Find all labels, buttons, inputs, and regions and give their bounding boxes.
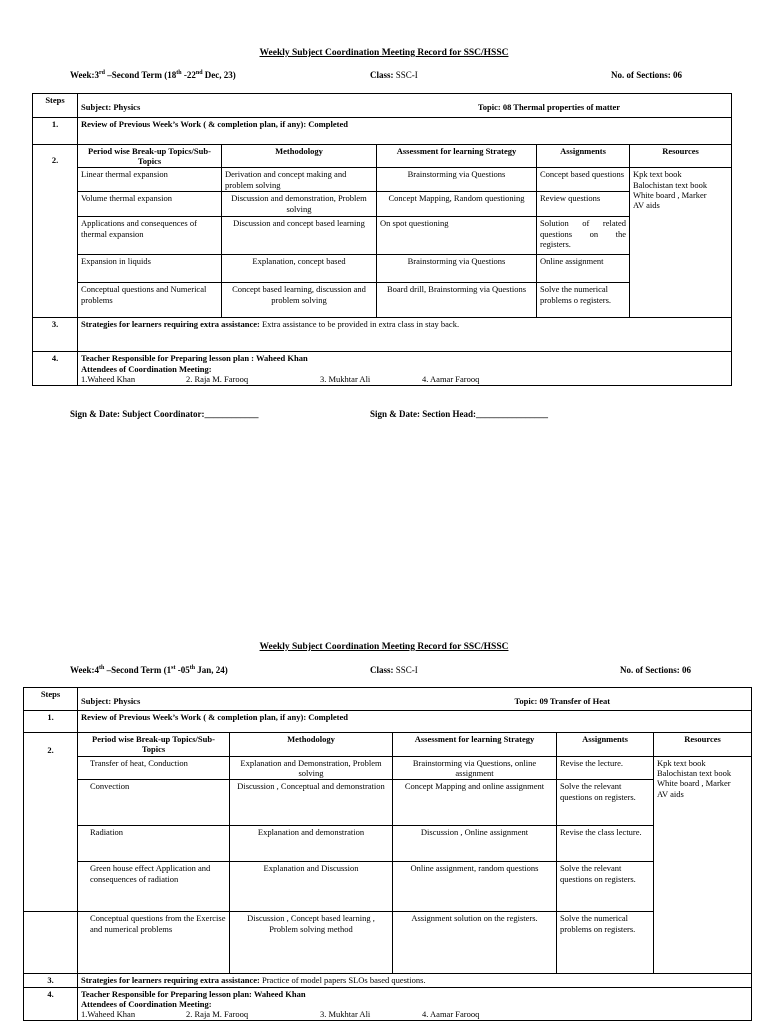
table-row	[24, 780, 752, 826]
topic-cell: Expansion in liquids	[78, 255, 222, 283]
week-info: Week:4th –Second Term (1st -05th Jan, 24)	[70, 665, 228, 675]
table-row	[33, 192, 732, 217]
assignment-cell: Solve the numerical problems o registers.	[537, 283, 630, 318]
resources-cell: Kpk text book Balochistan text book White board , Marker AV aids	[630, 168, 732, 318]
table-row	[33, 217, 732, 255]
assessment-cell: Board drill, Brainstorming via Questions	[377, 283, 537, 318]
topic-cell: Convection	[78, 780, 230, 826]
assessment-cell: Concept Mapping and online assignment	[393, 780, 557, 826]
subject-topic-row	[78, 94, 732, 118]
assessment-cell: Online assignment, random questions	[393, 862, 557, 912]
steps-header: Steps	[33, 94, 78, 118]
attendees-list: 1.Waheed Khan 2. Raja M. Farooq 3. Mukhtar Ali 4. Aamar Farooq	[81, 373, 480, 384]
assessment-cell: Assignment solution on the registers.	[393, 912, 557, 974]
class-info: Class: SSC-I	[370, 665, 418, 675]
topic-cell: Transfer of heat, Conduction	[78, 757, 230, 780]
step-number: 3.	[24, 974, 78, 987]
method-cell: Concept based learning, discussion and problem solving	[222, 283, 377, 318]
table-row	[33, 283, 732, 318]
topic-label: Topic: 09 Transfer of Heat	[514, 696, 611, 706]
topic-cell: Green house effect Application and consequences of radiation	[78, 862, 230, 912]
sections-info: No. of Sections: 06	[611, 70, 682, 80]
subject-label: Subject: Physics	[81, 696, 141, 706]
step-number: 1.	[33, 118, 78, 145]
col-header: Period wise Break-up Topics/Sub-Topics	[78, 733, 230, 757]
topic-cell: Applications and consequences of thermal expansion	[78, 217, 222, 255]
record-title: Weekly Subject Coordination Meeting Record for SSC/HSSC	[259, 48, 509, 58]
assessment-cell: Brainstorming via Questions	[377, 168, 537, 192]
assessment-cell: Brainstorming via Questions, online assignment	[393, 757, 557, 780]
strategies-row: Strategies for learners requiring extra assistance: Practice of model papers SLOs based questions.	[78, 974, 752, 987]
assignment-cell: Revise the lecture.	[557, 757, 654, 780]
record-title: Weekly Subject Coordination Meeting Record for SSC/HSSC	[259, 642, 509, 652]
assessment-cell: Brainstorming via Questions	[377, 255, 537, 283]
topic-label: Topic: 08 Thermal properties of matter	[477, 102, 621, 112]
method-cell: Explanation and demonstration	[230, 826, 393, 862]
method-cell: Discussion , Concept based learning , Problem solving method	[230, 912, 393, 974]
teacher-row: Teacher Responsible for Preparing lesson plan: Waheed Khan Attendees of Coordination Meeting: 1.Waheed Khan 2. Raja M. Farooq 3. Mukhtar Ali 4. Aamar Farooq	[78, 987, 752, 1021]
method-cell: Discussion and demonstration, Problem solving	[222, 192, 377, 217]
table-row	[24, 912, 752, 974]
table-row	[24, 757, 752, 780]
sign-section-head: Sign & Date: Section Head:________________	[370, 409, 548, 419]
table-row	[33, 168, 732, 192]
col-header: Resources	[654, 733, 752, 757]
steps-header: Steps	[24, 688, 78, 711]
method-cell: Discussion and concept based learning	[222, 217, 377, 255]
col-header: Assessment for learning Strategy	[377, 145, 537, 168]
subject-label: Subject: Physics	[81, 102, 141, 112]
assignment-cell: Review questions	[537, 192, 630, 217]
col-header: Period wise Break-up Topics/Sub-Topics	[78, 145, 222, 168]
assignment-cell: Solve the relevant questions on registers.	[557, 780, 654, 826]
topic-cell: Conceptual questions and Numerical problems	[78, 283, 222, 318]
assignment-cell: Revise the class lecture.	[557, 826, 654, 862]
step-number: 2.	[24, 733, 78, 912]
class-info: Class: SSC-I	[370, 70, 418, 80]
step-number: 3.	[33, 318, 78, 352]
coordination-table	[32, 93, 732, 386]
topic-cell: Conceptual questions from the Exercise and numerical problems	[78, 912, 230, 974]
col-header: Methodology	[230, 733, 393, 757]
review-text: Review of Previous Week’s Work ( & completion plan, if any): Completed	[78, 118, 732, 145]
step-number: 4.	[33, 352, 78, 386]
topic-cell: Linear thermal expansion	[78, 168, 222, 192]
sign-subject-coordinator: Sign & Date: Subject Coordinator:____________	[70, 409, 259, 419]
col-header: Assessment for learning Strategy	[393, 733, 557, 757]
teacher-row: Teacher Responsible for Preparing lesson plan : Waheed Khan Attendees of Coordination Meeting: 1.Waheed Khan 2. Raja M. Farooq 3. Mukhtar Ali 4. Aamar Farooq	[78, 352, 732, 386]
assignment-cell: Online assignment	[537, 255, 630, 283]
attendees-list: 1.Waheed Khan 2. Raja M. Farooq 3. Mukhtar Ali 4. Aamar Farooq	[81, 1008, 480, 1019]
assessment-cell: Discussion , Online assignment	[393, 826, 557, 862]
topic-cell: Radiation	[78, 826, 230, 862]
assignment-cell: Concept based questions	[537, 168, 630, 192]
method-cell: Explanation and Discussion	[230, 862, 393, 912]
step-number: 4.	[24, 987, 78, 1021]
step-number: 1.	[24, 711, 78, 733]
assignment-cell: Solution of related questions on the registers.	[537, 217, 630, 255]
strategies-row: Strategies for learners requiring extra assistance: Extra assistance to be provided in extra class in stay back.	[78, 318, 732, 352]
col-header: Resources	[630, 145, 732, 168]
method-cell: Explanation, concept based	[222, 255, 377, 283]
topic-cell: Volume thermal expansion	[78, 192, 222, 217]
table-row	[24, 826, 752, 862]
col-header: Methodology	[222, 145, 377, 168]
resources-cell: Kpk text book Balochistan text book White board , Marker AV aids	[654, 757, 752, 974]
table-row	[33, 255, 732, 283]
sections-info: No. of Sections: 06	[620, 665, 691, 675]
review-text: Review of Previous Week’s Work ( & completion plan, if any): Completed	[78, 711, 752, 733]
step-number: 2.	[33, 145, 78, 318]
method-cell: Discussion , Conceptual and demonstration	[230, 780, 393, 826]
assignment-cell: Solve the relevant questions on registers.	[557, 862, 654, 912]
method-cell: Derivation and concept making and problem solving	[222, 168, 377, 192]
coordination-table	[23, 687, 752, 1021]
week-info: Week:3rd –Second Term (18th -22nd Dec, 23)	[70, 70, 236, 80]
method-cell: Explanation and Demonstration, Problem solving	[230, 757, 393, 780]
col-header: Assignments	[557, 733, 654, 757]
assessment-cell: On spot questioning	[377, 217, 537, 255]
assessment-cell: Concept Mapping, Random questioning	[377, 192, 537, 217]
assignment-cell: Solve the numerical problems on registers.	[557, 912, 654, 974]
col-header: Assignments	[537, 145, 630, 168]
table-row	[24, 862, 752, 912]
subject-topic-row	[78, 688, 752, 711]
